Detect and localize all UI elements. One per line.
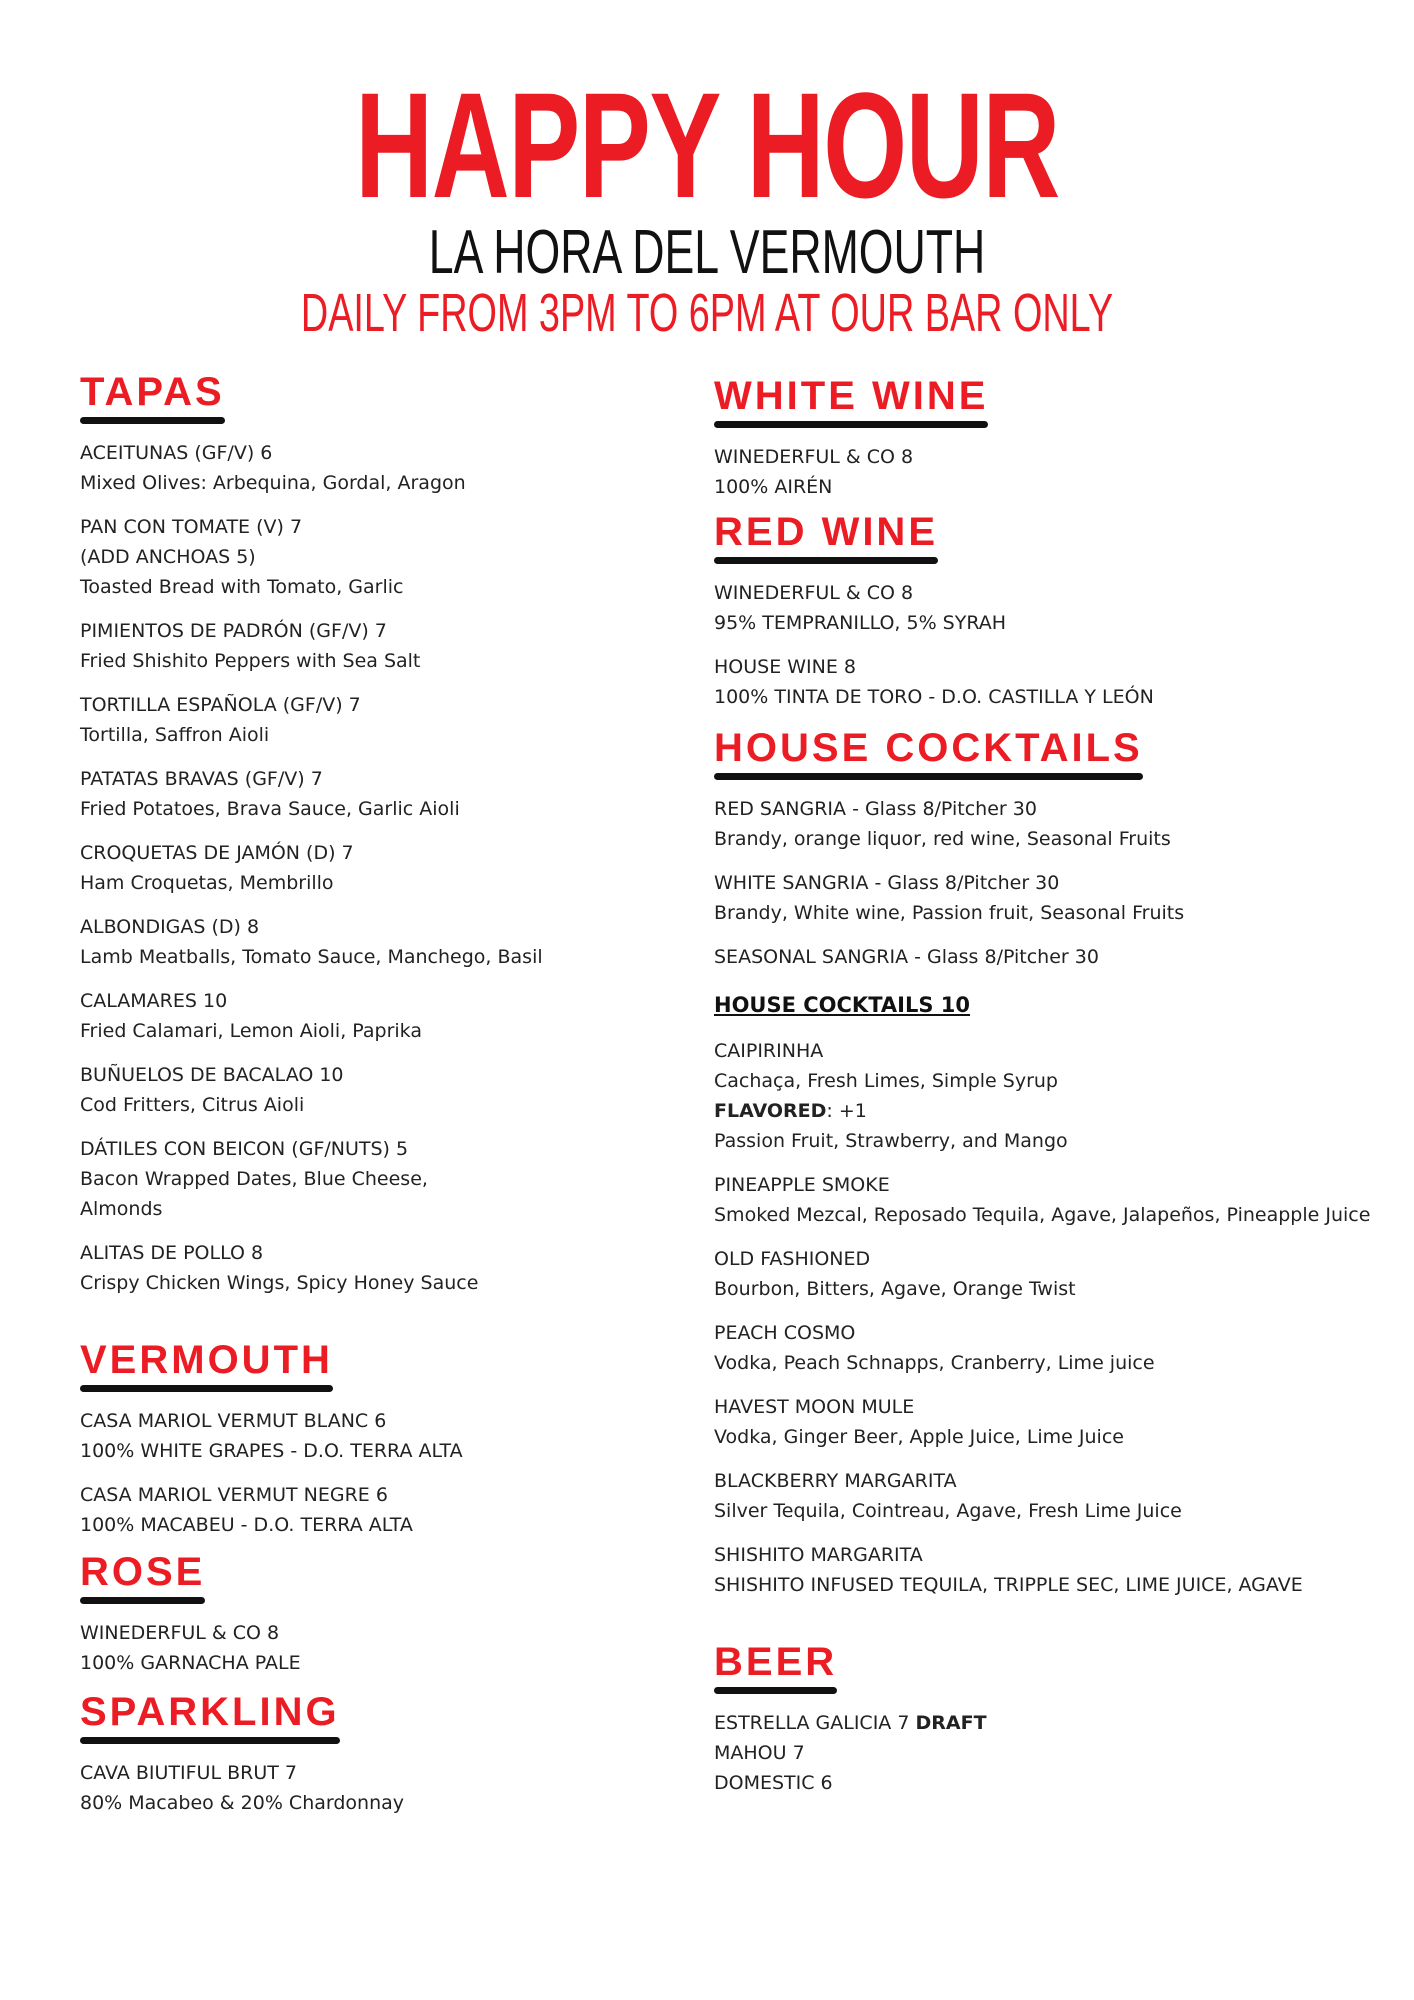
item-name: DÁTILES CON BEICON (GF/NUTS) 5 bbox=[80, 1138, 409, 1160]
item-name: PIMIENTOS DE PADRÓN (GF/V) 7 bbox=[80, 620, 387, 642]
heading-underline bbox=[80, 417, 225, 424]
item-name: PINEAPPLE SMOKE bbox=[714, 1174, 890, 1196]
menu-item bbox=[714, 442, 988, 502]
item-description: 100% WHITE GRAPES - D.O. TERRA ALTA bbox=[80, 1440, 463, 1462]
item-description: Brandy, White wine, Passion fruit, Seasonal Fruits bbox=[714, 902, 1185, 924]
item-name: WINEDERFUL & CO 8 bbox=[714, 446, 914, 468]
item-description: Fried Shishito Peppers with Sea Salt bbox=[80, 650, 421, 672]
menu-item bbox=[714, 1540, 1370, 1600]
item-description: Fried Calamari, Lemon Aioli, Paprika bbox=[80, 1020, 422, 1042]
menu-item bbox=[714, 1708, 987, 1798]
menu-item bbox=[80, 1238, 543, 1298]
item-addon: (ADD ANCHOAS 5) bbox=[80, 546, 256, 568]
section-heading: HOUSE COCKTAILS bbox=[714, 726, 1143, 780]
menu-item bbox=[714, 1036, 1370, 1156]
flavored-label: FLAVORED bbox=[714, 1100, 827, 1122]
item-description: 100% MACABEU - D.O. TERRA ALTA bbox=[80, 1514, 413, 1536]
section-heading: SPARKLING bbox=[80, 1690, 340, 1744]
section-tapas bbox=[80, 370, 543, 1298]
item-name: WINEDERFUL & CO 8 bbox=[714, 582, 914, 604]
menu-item bbox=[80, 1060, 543, 1120]
item-description: Smoked Mezcal, Reposado Tequila, Agave, Jalapeños, Pineapple Juice bbox=[714, 1204, 1371, 1226]
item-description: Mixed Olives: Arbequina, Gordal, Aragon bbox=[80, 472, 466, 494]
flavor-list: Passion Fruit, Strawberry, and Mango bbox=[714, 1130, 1068, 1152]
section-red-wine bbox=[714, 510, 1154, 712]
section-heading: ROSE bbox=[80, 1550, 205, 1604]
menu-item bbox=[80, 912, 543, 972]
item-description: Crispy Chicken Wings, Spicy Honey Sauce bbox=[80, 1272, 479, 1294]
menu-item bbox=[714, 942, 1370, 972]
section-heading: WHITE WINE bbox=[714, 374, 988, 428]
section-beer bbox=[714, 1640, 987, 1798]
item-name: CROQUETAS DE JAMÓN (D) 7 bbox=[80, 842, 354, 864]
menu-item bbox=[80, 1758, 404, 1818]
item-name: OLD FASHIONED bbox=[714, 1248, 871, 1270]
item-description: Toasted Bread with Tomato, Garlic bbox=[80, 576, 404, 598]
item-description: 100% AIRÉN bbox=[714, 476, 833, 498]
section-sparkling bbox=[80, 1690, 404, 1818]
item-description: 95% TEMPRANILLO, 5% SYRAH bbox=[714, 612, 1007, 634]
heading-underline bbox=[714, 557, 938, 564]
sub-heading: HOUSE COCKTAILS 10 bbox=[714, 993, 971, 1017]
item-name: CAIPIRINHA bbox=[714, 1040, 824, 1062]
menu-item bbox=[714, 868, 1370, 928]
menu-item bbox=[80, 764, 543, 824]
heading-underline bbox=[80, 1385, 333, 1392]
menu-item bbox=[714, 578, 1154, 638]
item-name: PATATAS BRAVAS (GF/V) 7 bbox=[80, 768, 323, 790]
menu-item bbox=[80, 690, 543, 750]
menu-item bbox=[80, 512, 543, 602]
item-name: CASA MARIOL VERMUT BLANC 6 bbox=[80, 1410, 387, 1432]
section-white-wine bbox=[714, 374, 988, 502]
menu-item bbox=[80, 1480, 463, 1540]
beer-domestic: DOMESTIC 6 bbox=[714, 1772, 833, 1794]
item-name: CAVA BIUTIFUL BRUT 7 bbox=[80, 1762, 297, 1784]
page-subtitle: LA HORA DEL VERMOUTH bbox=[428, 218, 986, 287]
item-description: Tortilla, Saffron Aioli bbox=[80, 724, 270, 746]
item-description: 80% Macabeo & 20% Chardonnay bbox=[80, 1792, 405, 1814]
item-name: ALITAS DE POLLO 8 bbox=[80, 1242, 264, 1264]
item-name: RED SANGRIA - Glass 8/Pitcher 30 bbox=[714, 798, 1037, 820]
happy-hour-times: DAILY FROM 3PM TO 6PM AT OUR BAR ONLY bbox=[300, 283, 1114, 343]
menu-item bbox=[714, 1318, 1370, 1378]
menu-item bbox=[80, 1406, 463, 1466]
item-name: BLACKBERRY MARGARITA bbox=[714, 1470, 957, 1492]
heading-underline bbox=[714, 1687, 837, 1694]
section-heading: RED WINE bbox=[714, 510, 938, 564]
item-name: WINEDERFUL & CO 8 bbox=[80, 1622, 280, 1644]
heading-underline bbox=[80, 1597, 205, 1604]
draft-tag: DRAFT bbox=[915, 1712, 987, 1734]
menu-item bbox=[714, 1170, 1370, 1230]
item-description: 100% GARNACHA PALE bbox=[80, 1652, 301, 1674]
item-name: TORTILLA ESPAÑOLA (GF/V) 7 bbox=[80, 694, 361, 716]
menu-item bbox=[714, 1466, 1370, 1526]
item-name: HOUSE WINE 8 bbox=[714, 656, 856, 678]
section-heading: TAPAS bbox=[80, 370, 225, 424]
heading-underline bbox=[80, 1737, 340, 1744]
item-description: Brandy, orange liquor, red wine, Seasonal Fruits bbox=[714, 828, 1171, 850]
item-description: Fried Potatoes, Brava Sauce, Garlic Aioli bbox=[80, 798, 460, 820]
item-name: HAVEST MOON MULE bbox=[714, 1396, 915, 1418]
menu-item bbox=[714, 794, 1370, 854]
item-description: Cod Fritters, Citrus Aioli bbox=[80, 1094, 305, 1116]
item-description: Vodka, Peach Schnapps, Cranberry, Lime juice bbox=[714, 1352, 1155, 1374]
menu-item bbox=[714, 652, 1154, 712]
item-name: CALAMARES 10 bbox=[80, 990, 228, 1012]
item-name: BUÑUELOS DE BACALAO 10 bbox=[80, 1064, 344, 1086]
item-description: Lamb Meatballs, Tomato Sauce, Manchego, Basil bbox=[80, 946, 543, 968]
item-name: PEACH COSMO bbox=[714, 1322, 856, 1344]
heading-underline bbox=[714, 773, 1143, 780]
item-description: Bacon Wrapped Dates, Blue Cheese, bbox=[80, 1168, 428, 1190]
item-name: ALBONDIGAS (D) 8 bbox=[80, 916, 260, 938]
menu-item bbox=[714, 1392, 1370, 1452]
item-name: PAN CON TOMATE (V) 7 bbox=[80, 516, 303, 538]
item-name: ACEITUNAS (GF/V) 6 bbox=[80, 442, 273, 464]
menu-item bbox=[80, 616, 543, 676]
beer-mahou: MAHOU 7 bbox=[714, 1742, 805, 1764]
item-name: SEASONAL SANGRIA - Glass 8/Pitcher 30 bbox=[714, 946, 1099, 968]
item-description: Cachaça, Fresh Limes, Simple Syrup bbox=[714, 1070, 1058, 1092]
flavored-price: : +1 bbox=[826, 1100, 867, 1122]
section-heading: BEER bbox=[714, 1640, 837, 1694]
page-title: HAPPY HOUR bbox=[355, 61, 1059, 229]
menu-item bbox=[714, 1244, 1370, 1304]
item-description-cont: Almonds bbox=[80, 1198, 163, 1220]
item-name: WHITE SANGRIA - Glass 8/Pitcher 30 bbox=[714, 872, 1060, 894]
item-name: SHISHITO MARGARITA bbox=[714, 1544, 923, 1566]
section-heading: VERMOUTH bbox=[80, 1338, 333, 1392]
section-house-cocktails bbox=[714, 726, 1370, 1600]
section-rose bbox=[80, 1550, 301, 1678]
item-name: ESTRELLA GALICIA 7 bbox=[714, 1712, 910, 1734]
item-description: SHISHITO INFUSED TEQUILA, TRIPPLE SEC, LIME JUICE, AGAVE bbox=[714, 1574, 1303, 1596]
item-description: Vodka, Ginger Beer, Apple Juice, Lime Juice bbox=[714, 1426, 1124, 1448]
heading-underline bbox=[714, 421, 988, 428]
section-vermouth bbox=[80, 1338, 463, 1540]
menu-item bbox=[80, 986, 543, 1046]
beer-estrella bbox=[714, 1708, 987, 1738]
item-description: Bourbon, Bitters, Agave, Orange Twist bbox=[714, 1278, 1076, 1300]
menu-item bbox=[80, 1618, 301, 1678]
menu-item bbox=[80, 838, 543, 898]
item-description: Silver Tequila, Cointreau, Agave, Fresh Lime Juice bbox=[714, 1500, 1182, 1522]
menu-item bbox=[80, 1134, 543, 1224]
item-description: 100% TINTA DE TORO - D.O. CASTILLA Y LEÓN bbox=[714, 686, 1154, 708]
item-description: Ham Croquetas, Membrillo bbox=[80, 872, 334, 894]
menu-item bbox=[80, 438, 543, 498]
item-name: CASA MARIOL VERMUT NEGRE 6 bbox=[80, 1484, 388, 1506]
flavored-option bbox=[714, 1096, 1370, 1126]
cocktail-subsection bbox=[714, 990, 1370, 1020]
